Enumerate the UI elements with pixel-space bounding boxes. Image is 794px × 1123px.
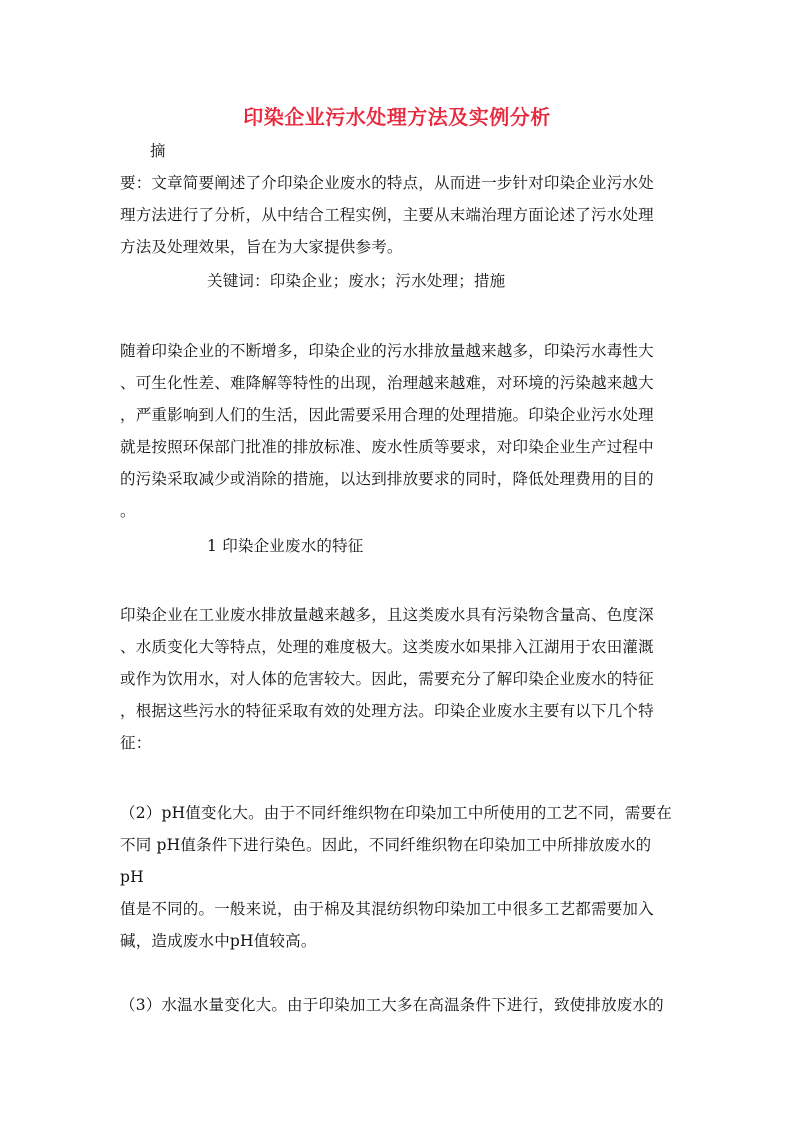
section1-line: 或作为饮用水，对人体的危害较大。因此，需要充分了解印染企业废水的特征	[120, 670, 654, 688]
section1-line: 、水质变化大等特点，处理的难度极大。这类废水如果排入江湖用于农田灌溉	[120, 638, 654, 656]
item2-line: （2）pH值变化大。由于不同纤维织物在印染加工中所使用的工艺不同，需要在	[120, 804, 673, 822]
abstract-line: 要：文章简要阐述了介印染企业废水的特点，从而进一步针对印染企业污水处	[120, 174, 654, 192]
intro-line: ，严重影响到人们的生活，因此需要采用合理的处理措施。印染企业污水处理	[120, 406, 654, 424]
item2-line: pH	[120, 868, 144, 886]
section1-line: ，根据这些污水的特征采取有效的处理方法。印染企业废水主要有以下几个特	[120, 702, 654, 720]
intro-line: 、可生化性差、难降解等特性的出现，治理越来越难，对环境的污染越来越大	[120, 374, 654, 392]
abstract-label: 摘	[150, 142, 166, 160]
section1-line: 印染企业在工业废水排放量越来越多，且这类废水具有污染物含量高、色度深	[120, 606, 654, 624]
intro-line: 的污染采取减少或消除的措施，以达到排放要求的同时，降低处理费用的目的	[120, 470, 654, 488]
item2-line: 值是不同的。一般来说，由于棉及其混纺织物印染加工中很多工艺都需要加入	[120, 900, 654, 918]
abstract-line: 方法及处理效果，旨在为大家提供参考。	[120, 238, 403, 256]
keywords-line: 关键词：印染企业；废水；污水处理；措施	[207, 272, 506, 290]
intro-line: 。	[120, 502, 136, 520]
item3-line: （3）水温水量变化大。由于印染加工大多在高温条件下进行，致使排放废水的	[120, 996, 664, 1014]
section-heading: 1 印染企业废水的特征	[207, 537, 364, 555]
intro-line: 随着印染企业的不断增多，印染企业的污水排放量越来越多，印染污水毒性大	[120, 342, 654, 360]
document-title: 印染企业污水处理方法及实例分析	[243, 105, 551, 129]
item2-line: 碱，造成废水中pH值较高。	[120, 932, 317, 950]
abstract-line: 理方法进行了分析，从中结合工程实例，主要从末端治理方面论述了污水处理	[120, 206, 654, 224]
intro-line: 就是按照环保部门批准的排放标准、废水性质等要求，对印染企业生产过程中	[120, 438, 654, 456]
section1-line: 征：	[120, 734, 152, 752]
item2-line: 不同 pH值条件下进行染色。因此，不同纤维织物在印染加工中所排放废水的	[120, 836, 652, 854]
